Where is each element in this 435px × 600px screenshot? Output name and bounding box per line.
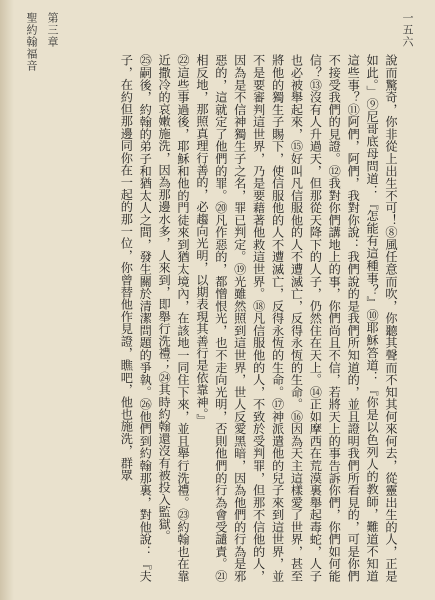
page-number: 一五六 [401,12,414,48]
page-edge-shadow [0,0,14,600]
chapter-heading: 第三章 [46,12,59,48]
paragraph: ㉒這些事過後，耶穌和他的門徒來到猶太境內，在該地一同住下來，並且舉行洗禮。㉓約翰也在靠近撒冷的哀嫩施洗，因為那邊水多，人來到，即舉行洗禮；㉔其時約翰還沒有被投入監獄。 [157,54,191,582]
paragraph: 說而驚奇，你非從上出生不可！⑧風任意而吹，你聽其聲而不知其何來何去，從靈出生的人，正是如此。」⑨尼哥底母問道：『怎能有這種事？』⑩耶穌答道：『你是以色列人的教師，難道不知道這些事？⑪阿們，阿們，我對你說：我們說的是我們所知道的，並且證明我們所看見的，可是你們不接受我們的見證。⑫我對你們講地上的事，你們尚且不信，若將天上的事告訴你們，你們如何能信？⑬沒有人升過天，但那從天降下的人子，仍然住在天上。⑭正如摩西在荒漠裏舉起毒蛇，人子也必被舉起來，⑮好叫凡信服他的人不遭滅亡，反得永恆的生命。⑯因為天主這樣愛了世界，甚至將他的獨生子賜下，使信服他的人不遭滅亡，反得永恆的生命。⑰神派遣他的兒子來到這世界，並不是要審判這世界，乃是要藉著他救這世界。⑱凡信服他的人，不致於受判罪，但那不信他的人，因為是不信神獨生子之名，罪已判定。⑲光雖然照到這世界，世人反愛黑暗，因為他們的行為是邪惡的，這就定了他們的罪。⑳凡作惡的，都憎恨光，也不走向光明，否則他們的行為會受譴責。㉑相反地，那照真理行善的，必趨向光明，以期表現其善行是依靠神。』 [194,54,398,582]
paragraph: ㉕嗣後，約翰的弟子和猶太人之間，發生關於清潔問題的爭執。㉖他們到約翰那裏，對他說：『夫子，在約但那邊同你在一起的那一位，你曾替他作見證，瞧吧，他也施洗，群眾 [119,54,153,582]
book-title: 聖約翰福音 [25,12,38,72]
page-body [40,54,400,582]
